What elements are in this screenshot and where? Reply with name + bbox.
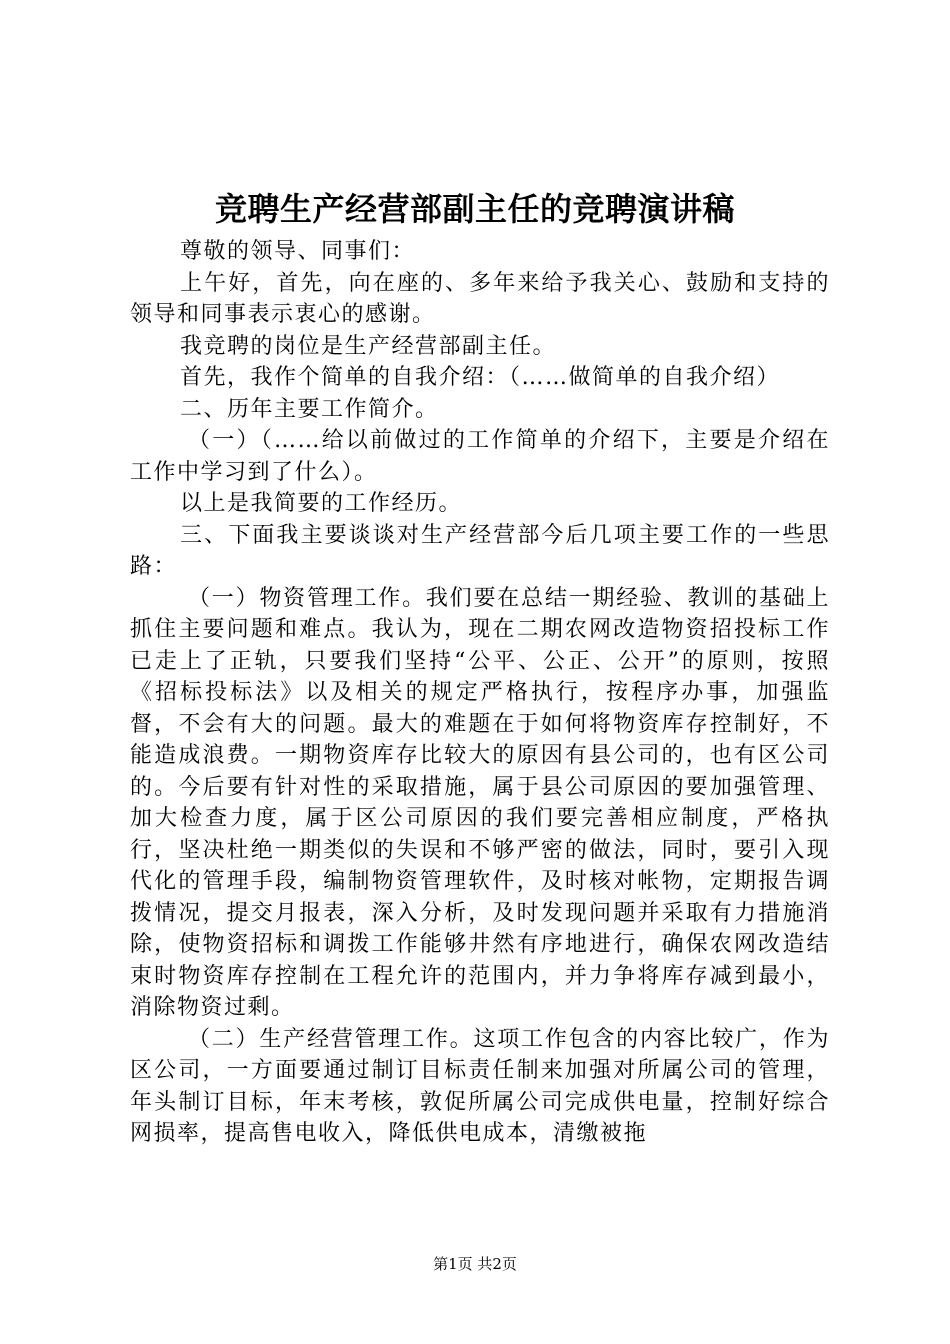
paragraph-work-summary: 以上是我简要的工作经历。 [180,491,463,516]
paragraph-materials-management: （一）物资管理工作。我们要在总结一期经验、教训的基础上抓住主要问题和难点。我认为，现在二期农网改造物资招投标工作已走上了正轨，只要我们坚持“公平、公正、公开”的原则，按照《招标投标法》以及相关的规定严格执行，按程序办事，加强监督，不会有大的问题。最大的难题在于如何将物资库存控制好，不能造成浪费。一期物资库存比较大的原因有县公司的，也有区公司的。今后要有针对性的采取措施，属于县公司原因的要加强管理、加大检查力度，属于区公司原因的我们要完善相应制度，严格执行，坚决杜绝一期类似的失误和不够严密的做法，同时，要引入现代化的管理手段，编制物资管理软件，及时核对帐物，定期报告调拨情况，提交月报表，深入分析，及时发现问题并采取有力措施消除，使物资招标和调拨工作能够井然有序地进行，确保农网改造结束时物资库存控制在工程允许的范围内，并力争将库存减到最小，消除物资过剩。 [130,585,830,1020]
paragraph-self-intro: 首先，我作个简单的自我介绍：（……做简单的自我介绍） [180,365,781,390]
paragraph-work-intro: （一）（……给以前做过的工作简单的介绍下，主要是介绍在工作中学习到了什么）。 [130,428,830,485]
paragraph-section-two-heading: 二、历年主要工作简介。 [180,396,439,422]
paragraph-production-management: （二）生产经营管理工作。这项工作包含的内容比较广，作为区公司，一方面要通过制订目标责任制来加强对所属公司的管理，年头制订目标，年末考核，敦促所属公司完成供电量，控制好综合网损率，提高售电收入，降低供电成本，清缴被拖 [130,1026,830,1146]
page-number-footer: 第1页 共2页 [433,1255,517,1273]
paragraph-greeting: 上午好，首先，向在座的、多年来给予我关心、鼓励和支持的领导和同事表示衷心的感谢。 [130,270,830,327]
document-body [130,236,830,1150]
document-title: 竞聘生产经营部副主任的竞聘演讲稿 [214,190,735,228]
paragraph-position: 我竞聘的岗位是生产经营部副主任。 [180,333,557,359]
paragraph-section-three-heading: 三、下面我主要谈谈对生产经营部今后几项主要工作的一些思路： [130,522,830,579]
paragraph-salutation: 尊敬的领导、同事们： [180,239,416,264]
